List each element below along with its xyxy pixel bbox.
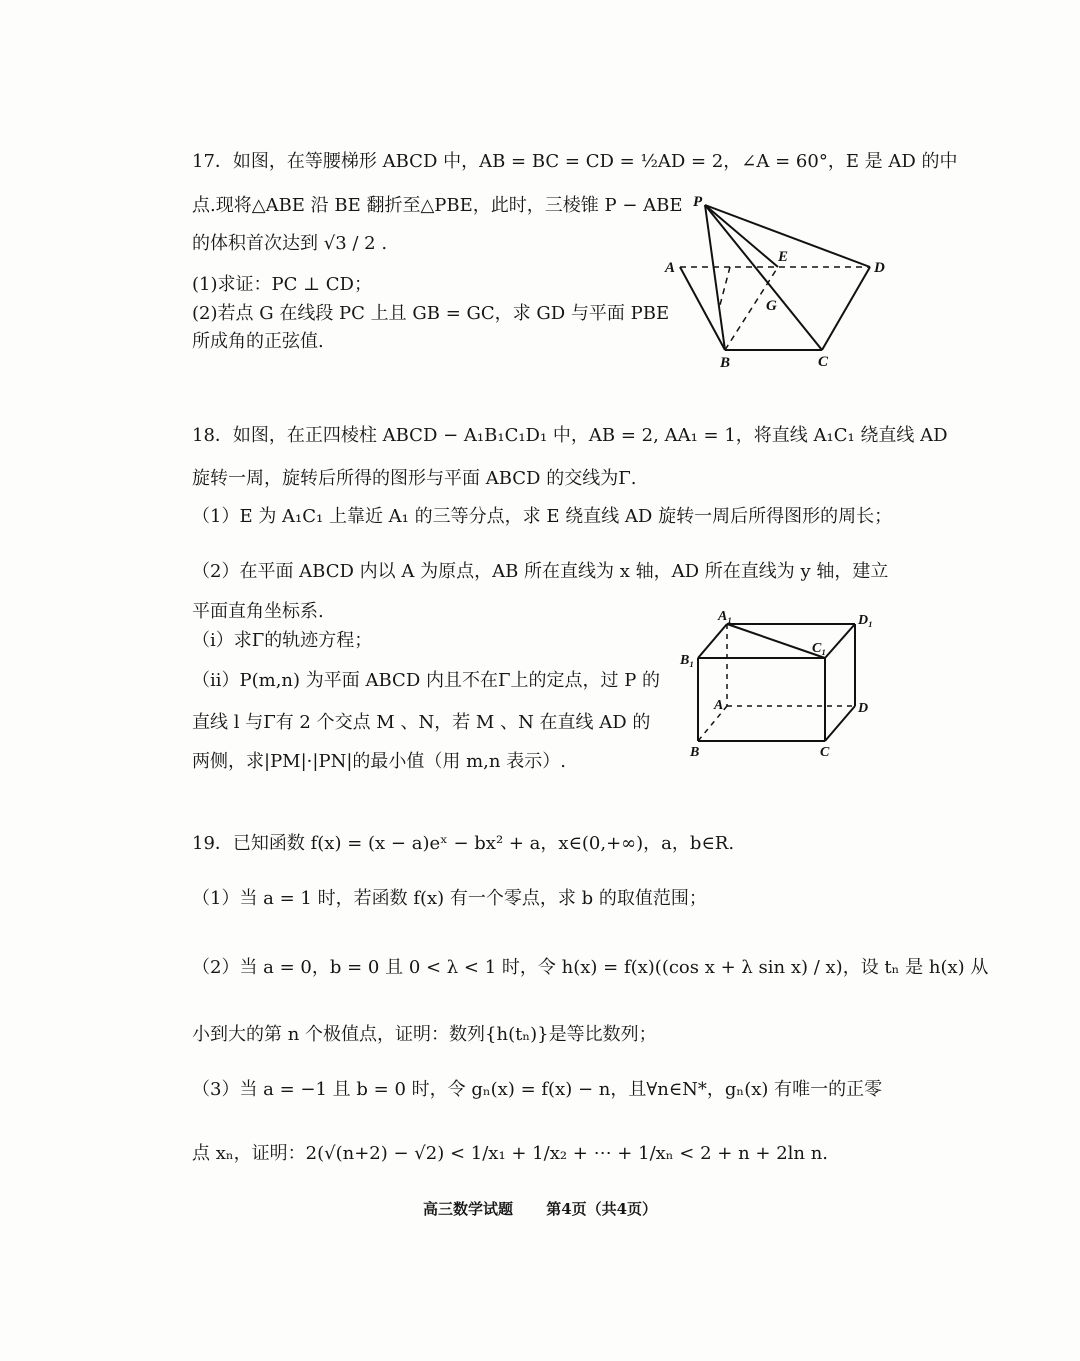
- label-A: A: [665, 260, 676, 276]
- label-C1: C₁: [812, 641, 827, 656]
- edge-D1C1: [825, 624, 855, 658]
- p19-q2b: 小到大的第 n 个极值点，证明：数列{h(tₙ)}是等比数列；: [192, 1024, 657, 1045]
- p18-qi: （i）求Γ的轨迹方程；: [192, 630, 373, 651]
- edge-PA-dashed: [720, 267, 730, 305]
- label-D: D: [858, 701, 869, 716]
- label-G: G: [766, 298, 777, 314]
- p17-q2: (2)若点 G 在线段 PC 上且 GB = GC，求 GD 与平面 PBE: [192, 303, 670, 324]
- label-D: D: [874, 260, 885, 276]
- figure-18-prism: [680, 606, 880, 766]
- label-A: A: [714, 698, 724, 713]
- figure-18-svg: [680, 606, 880, 761]
- edge-CD: [825, 706, 855, 741]
- page-footer: [0, 1198, 1080, 1219]
- label-D1: D₁: [858, 613, 873, 628]
- p18-line1: 18．如图，在正四棱柱 ABCD − A₁B₁C₁D₁ 中，AB = 2, AA₁ = 1，将直线 A₁C₁ 绕直线 AD: [192, 425, 948, 446]
- p17-line1: 17．如图，在等腰梯形 ABCD 中，AB = BC = CD = ½AD = 2，∠A = 60°，E 是 AD 的中: [192, 151, 958, 172]
- edge-A1C1: [727, 624, 825, 658]
- label-C: C: [820, 745, 830, 760]
- label-A1: A₁: [718, 609, 733, 624]
- p18-q2b: 平面直角坐标系.: [192, 601, 324, 622]
- footer-page-number: 第4页（共4页）: [546, 1200, 658, 1218]
- footer-title: 高三数学试题: [422, 1200, 513, 1218]
- edge-CD: [822, 267, 870, 350]
- p18-q1: （1）E 为 A₁C₁ 上靠近 A₁ 的三等分点，求 E 绕直线 AD 旋转一周后所得图形的周长；: [192, 506, 893, 527]
- p17-line2: 点.现将△ABE 沿 BE 翻折至△PBE，此时，三棱锥 P − ABE: [192, 195, 683, 216]
- edge-PE: [705, 205, 778, 267]
- label-B1: B₁: [680, 653, 695, 668]
- p19-q1: （1）当 a = 1 时，若函数 f(x) 有一个零点，求 b 的取值范围；: [192, 888, 707, 909]
- p19-q2: （2）当 a = 0，b = 0 且 0 < λ < 1 时，令 h(x) = f(x)((cos x + λ sin x) / x)，设 tₙ 是 h(x) 从: [192, 957, 989, 978]
- label-B: B: [690, 745, 700, 760]
- p18-q2: （2）在平面 ABCD 内以 A 为原点，AB 所在直线为 x 轴，AD 所在直线为 y 轴，建立: [192, 561, 889, 582]
- p18-qii3: 两侧，求|PM|·|PN|的最小值（用 m,n 表示）.: [192, 751, 566, 772]
- p18-line2: 旋转一周，旋转后所得的图形与平面 ABCD 的交线为Γ.: [192, 468, 637, 489]
- p17-q2b: 所成角的正弦值.: [192, 331, 324, 352]
- label-B: B: [720, 355, 731, 371]
- p17-line3: 的体积首次达到 √3 / 2 .: [192, 233, 388, 254]
- edge-A1B1: [698, 624, 727, 658]
- p18-qii2: 直线 l 与Γ有 2 个交点 M 、N，若 M 、N 在直线 AD 的: [192, 712, 651, 733]
- figure-17-pyramid: [660, 190, 900, 380]
- p17-q1: (1)求证：PC ⊥ CD；: [192, 274, 372, 295]
- label-E: E: [778, 249, 789, 265]
- edge-AB: [680, 267, 725, 350]
- p18-qii: （ii）P(m,n) 为平面 ABCD 内且不在Γ上的定点，过 P 的: [192, 670, 661, 691]
- p19-q3: （3）当 a = −1 且 b = 0 时，令 gₙ(x) = f(x) − n，且∀n∈N*，gₙ(x) 有唯一的正零: [192, 1079, 883, 1100]
- label-P: P: [693, 194, 703, 210]
- p19-line1: 19．已知函数 f(x) = (x − a)eˣ − bx² + a，x∈(0,+∞)，a，b∈R.: [192, 833, 735, 854]
- figure-17-svg: [660, 190, 900, 375]
- p19-q3b: 点 xₙ，证明：2(√(n+2) − √2) < 1/x₁ + 1/x₂ + ⋯ + 1/xₙ < 2 + n + 2ln n.: [192, 1143, 829, 1164]
- label-C: C: [818, 354, 829, 370]
